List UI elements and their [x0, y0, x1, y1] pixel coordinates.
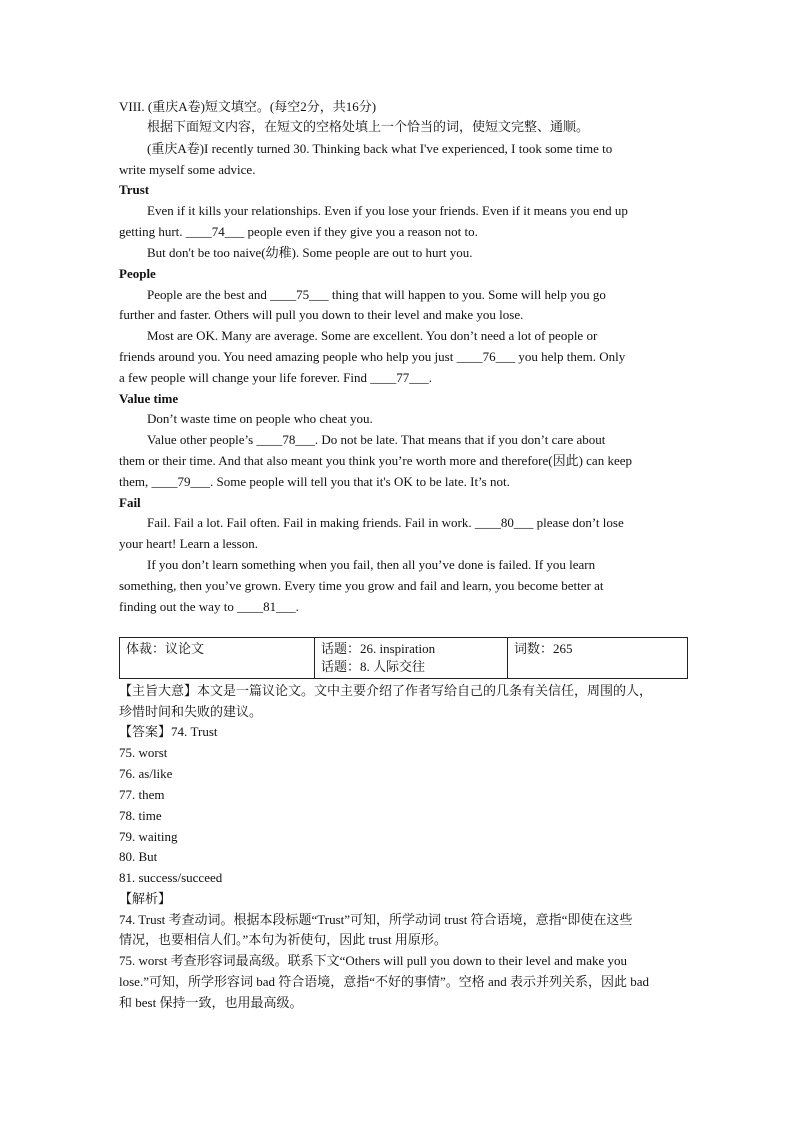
main-idea-line: 珍惜时间和失败的建议。 — [119, 704, 263, 719]
passage-line: Don’t waste time on people who cheat you. — [147, 411, 373, 426]
passage-line: If you don’t learn something when you fail, then all you’ve done is failed. If you learn — [147, 557, 596, 572]
passage-line: further and faster. Others will pull you down to their level and make you lose. — [119, 307, 524, 322]
explanation-line: 74. Trust 考查动词。根据本段标题“Trust”可知，所学动词 trust 符合语境，意指“即使在这些 — [119, 912, 633, 927]
passage-line: Even if it kills your relationships. Even if you lose your friends. Even if it means you end up — [147, 203, 628, 218]
answer-line: 77. them — [119, 787, 165, 802]
answer-line: 79. waiting — [119, 829, 178, 844]
info-table — [119, 637, 688, 679]
section-heading-value-time: Value time — [119, 391, 179, 406]
explanation-line: 75. worst 考查形容词最高级。联系下文“Others will pull you down to their level and make you — [119, 953, 628, 968]
section-heading-people: People — [119, 266, 156, 281]
passage-intro-line: write myself some advice. — [119, 162, 256, 177]
topic-cell — [315, 638, 508, 679]
section-title: VIII. (重庆A卷)短文填空。(每空2分，共16分) — [119, 99, 377, 114]
explanation-line: 和 best 保持一致，也用最高级。 — [119, 995, 303, 1010]
passage-intro-line: (重庆A卷)I recently turned 30. Thinking back what I've experienced, I took some time to — [147, 141, 613, 156]
passage-line: Fail. Fail a lot. Fail often. Fail in making friends. Fail in work. ____80___ please don’t lose — [147, 515, 624, 530]
passage-line: a few people will change your life forever. Find ____77___. — [119, 370, 432, 385]
answer-line: 75. worst — [119, 745, 168, 760]
section-heading-fail: Fail — [119, 495, 141, 510]
instruction-text: 根据下面短文内容，在短文的空格处填上一个恰当的词，使短文完整、通顺。 — [147, 119, 590, 134]
topic-text: 话题：26. inspiration — [321, 641, 436, 656]
explanation-heading: 【解析】 — [119, 891, 172, 906]
explanation-line: 情况，也要相信人们。”本句为祈使句，因此 trust 用原形。 — [119, 932, 447, 947]
topic-text: 话题：8. 人际交往 — [321, 659, 426, 674]
passage-line: getting hurt. ____74___ people even if they give you a reason not to. — [119, 224, 478, 239]
passage-line: Value other people’s ____78___. Do not be late. That means that if you don’t care about — [147, 432, 606, 447]
section-heading-trust: Trust — [119, 182, 150, 197]
passage-line: Most are OK. Many are average. Some are excellent. You don’t need a lot of people or — [147, 328, 598, 343]
passage-line: People are the best and ____75___ thing that will happen to you. Some will help you go — [147, 287, 606, 302]
answer-line: 76. as/like — [119, 766, 173, 781]
passage-line: your heart! Learn a lesson. — [119, 536, 258, 551]
word-count-cell — [508, 638, 688, 679]
passage-line: them, ____79___. Some people will tell you that it's OK to be late. It’s not. — [119, 474, 510, 489]
answer-line: 78. time — [119, 808, 162, 823]
explanation-line: lose.”可知，所学形容词 bad 符合语境，意指“不好的事情”。空格 and 表示并列关系，因此 bad — [119, 974, 650, 989]
passage-line: them or their time. And that also meant you think you’re worth more and therefore(因此) can keep — [119, 453, 632, 468]
genre-text: 体裁：议论文 — [126, 641, 205, 656]
answer-line: 【答案】74. Trust — [119, 724, 218, 739]
passage-line: finding out the way to ____81___. — [119, 599, 299, 614]
main-idea-line: 【主旨大意】本文是一篇议论文。文中主要介绍了作者写给自己的几条有关信任，周围的人， — [119, 683, 653, 698]
passage-line: something, then you’ve grown. Every time you grow and fail and learn, you become better at — [119, 578, 604, 593]
word-count-text: 词数：265 — [514, 641, 573, 656]
passage-line: friends around you. You need amazing people who help you just ____76___ you help them. Only — [119, 349, 626, 364]
answer-line: 81. success/succeed — [119, 870, 223, 885]
passage-line: But don't be too naive(幼稚). Some people are out to hurt you. — [147, 245, 473, 260]
genre-cell — [120, 638, 315, 679]
answer-line: 80. But — [119, 849, 158, 864]
